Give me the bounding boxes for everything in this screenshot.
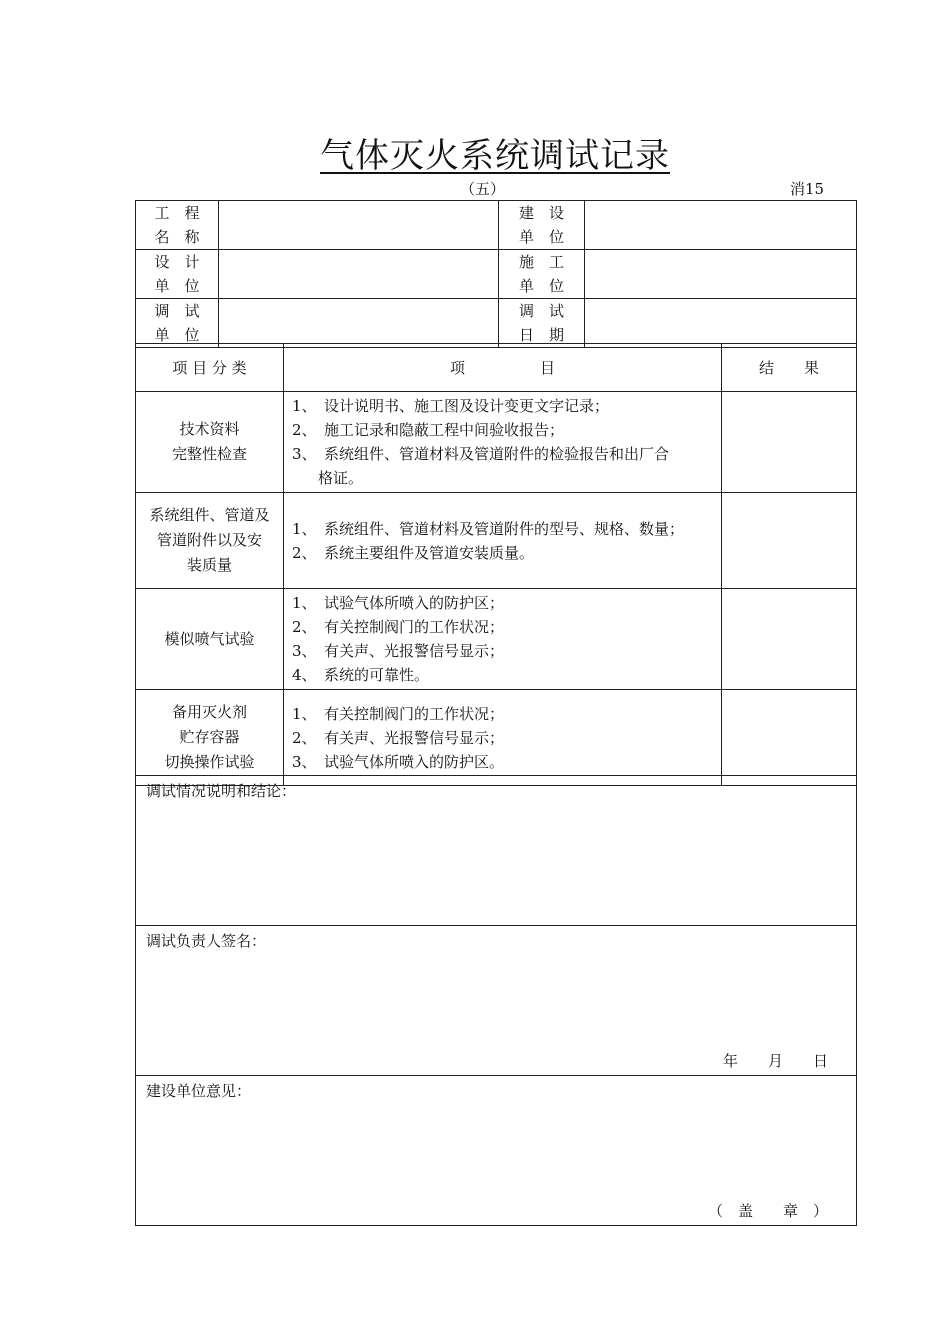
list-item-continuation: 格证。 bbox=[318, 469, 364, 487]
form-number: 消15 bbox=[790, 180, 825, 198]
list-item: 2、 有关控制阀门的工作状况； bbox=[292, 618, 505, 636]
result-cell[interactable] bbox=[722, 690, 857, 786]
inspection-header-row bbox=[136, 344, 857, 392]
label-commissioning-unit: 调 试 单 位 bbox=[136, 299, 219, 348]
list-item: 3、 试验气体所喷入的防护区。 bbox=[292, 752, 505, 771]
label-project-name: 工 程 名 称 bbox=[136, 201, 219, 250]
signature-row bbox=[136, 926, 857, 1076]
list-item: 2、 有关声、光报警信号显示； bbox=[292, 728, 505, 747]
list-item: 4、 系统的可靠性。 bbox=[292, 666, 430, 684]
category-cell: 技术资料 完整性检查 bbox=[136, 392, 284, 493]
info-row bbox=[136, 299, 857, 348]
list-item: 1、 试验气体所喷入的防护区； bbox=[292, 594, 505, 612]
info-table bbox=[135, 200, 857, 348]
conclusion-field[interactable] bbox=[136, 776, 857, 926]
commissioning-date-field[interactable] bbox=[585, 299, 857, 348]
label-construction-unit: 施 工 单 位 bbox=[499, 250, 585, 299]
items-cell bbox=[284, 589, 722, 690]
section-row bbox=[136, 392, 857, 493]
info-row bbox=[136, 201, 857, 250]
project-name-field[interactable] bbox=[219, 201, 499, 250]
info-row bbox=[136, 250, 857, 299]
result-cell[interactable] bbox=[722, 589, 857, 690]
result-cell[interactable] bbox=[722, 493, 857, 589]
signature-label: 调试负责人签名： bbox=[146, 932, 267, 950]
header-item: 项 目 bbox=[284, 344, 722, 392]
commissioning-unit-field[interactable] bbox=[219, 299, 499, 348]
label-owner-unit: 建 设 单 位 bbox=[499, 201, 585, 250]
category-cell: 系统组件、管道及 管道附件以及安 装质量 bbox=[136, 493, 284, 589]
construction-unit-field[interactable] bbox=[585, 250, 857, 299]
inspection-table bbox=[135, 343, 857, 786]
result-cell[interactable] bbox=[722, 392, 857, 493]
header-category: 项 目 分 类 bbox=[136, 344, 284, 392]
date-line: 年 月 日 bbox=[722, 1052, 828, 1070]
section-row bbox=[136, 493, 857, 589]
seal-line: （ 盖 章 ） bbox=[707, 1202, 828, 1220]
label-commissioning-date: 调 试 日 期 bbox=[499, 299, 585, 348]
list-item: 1、 系统组件、管道材料及管道附件的型号、规格、数量； bbox=[292, 519, 685, 538]
list-item: 2、 施工记录和隐蔽工程中间验收报告； bbox=[292, 421, 565, 439]
owner-opinion-label: 建设单位意见： bbox=[146, 1082, 252, 1100]
label-design-unit: 设 计 单 位 bbox=[136, 250, 219, 299]
remarks-table bbox=[135, 775, 857, 1226]
items-cell bbox=[284, 392, 722, 493]
category-cell: 模似喷气试验 bbox=[136, 589, 284, 690]
conclusion-label: 调试情况说明和结论： bbox=[146, 782, 297, 800]
section-row bbox=[136, 690, 857, 786]
items-cell bbox=[284, 493, 722, 589]
owner-unit-field[interactable] bbox=[585, 201, 857, 250]
list-item: 3、 有关声、光报警信号显示； bbox=[292, 642, 505, 660]
category-cell: 备用灭火剂 贮存容器 切换操作试验 bbox=[136, 690, 284, 786]
subtitle: （五） bbox=[460, 180, 506, 198]
signature-field[interactable] bbox=[136, 926, 857, 1076]
owner-opinion-row bbox=[136, 1076, 857, 1226]
list-item: 1、 有关控制阀门的工作状况； bbox=[292, 704, 505, 723]
list-item: 3、 系统组件、管道材料及管道附件的检验报告和出厂合 bbox=[292, 445, 670, 463]
items-cell bbox=[284, 690, 722, 786]
header-result: 结 果 bbox=[722, 344, 857, 392]
section-row bbox=[136, 589, 857, 690]
list-item: 1、 设计说明书、施工图及设计变更文字记录； bbox=[292, 397, 610, 415]
document-title: 气体灭火系统调试记录 bbox=[320, 136, 670, 176]
list-item: 2、 系统主要组件及管道安装质量。 bbox=[292, 543, 535, 562]
owner-opinion-field[interactable] bbox=[136, 1076, 857, 1226]
conclusion-row bbox=[136, 776, 857, 926]
design-unit-field[interactable] bbox=[219, 250, 499, 299]
